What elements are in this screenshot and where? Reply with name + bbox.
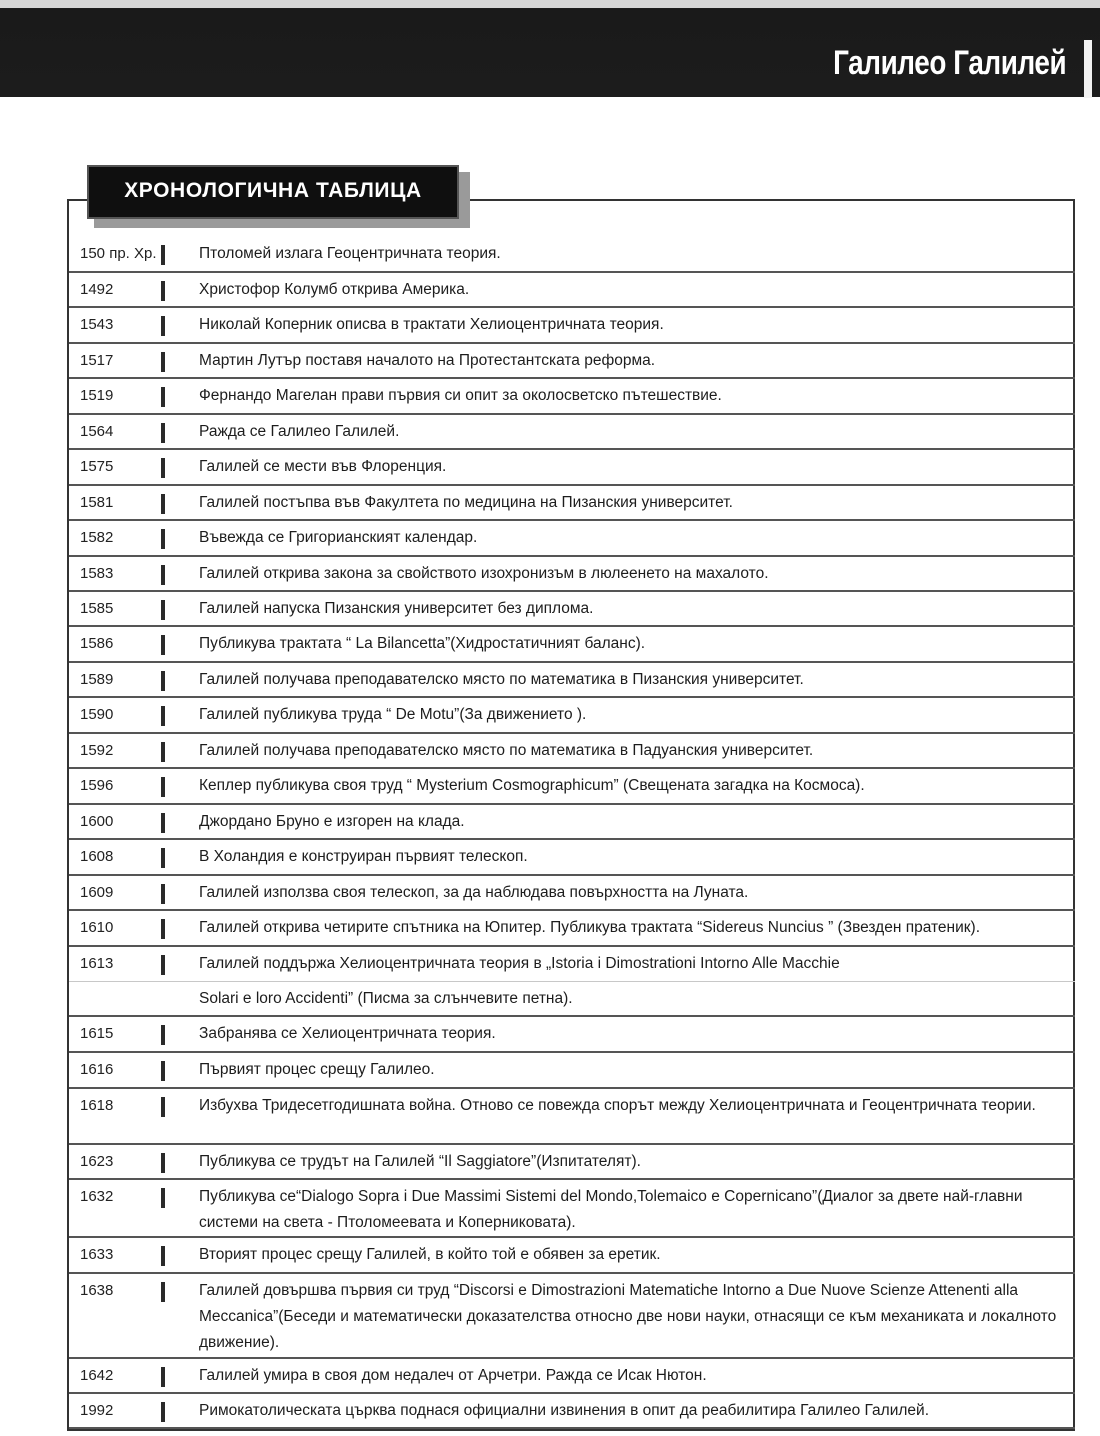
- row-event: Галилей получава преподавателско място по математика в Падуанския университет.: [199, 742, 814, 759]
- table-row: [69, 663, 1075, 698]
- row-marker: [161, 245, 165, 265]
- row-event: Галилей използва своя телескоп, за да наблюдава повърхността на Луната.: [199, 884, 749, 901]
- row-marker: [161, 458, 165, 478]
- row-year: 1600: [80, 813, 114, 830]
- table-row: [69, 415, 1075, 450]
- row-marker: [161, 671, 165, 691]
- row-year: 1642: [80, 1367, 114, 1384]
- row-marker: [161, 706, 165, 726]
- table-row: [69, 557, 1075, 592]
- row-year: 1633: [80, 1246, 114, 1263]
- row-event: Галилей открива четирите спътника на Юпитер. Публикува трактата “Sidereus Nuncius ” (Звезден пратеник).: [199, 919, 981, 936]
- table-row: [69, 379, 1075, 415]
- header-top-strip: [0, 0, 1100, 8]
- table-row: [69, 982, 1075, 1017]
- row-event: Публикува се трудът на Галилей “Il Saggiatore”(Изпитателят).: [199, 1153, 641, 1170]
- row-marker: [161, 1282, 165, 1302]
- row-marker: [161, 529, 165, 549]
- row-marker: [161, 600, 165, 620]
- row-event: Галилей довършва първия си труд “Discorsi e Dimostrazioni Matematiche Intorno a Due Nuove Scienze Attenenti alla Meccanica”(Беседи и математически доказателства относно две нови науки, отнасящи се към механиката и локалното движение).: [199, 1282, 1057, 1351]
- row-event: Христофор Колумб открива Америка.: [199, 281, 470, 298]
- row-marker: [161, 352, 165, 372]
- row-event: Птоломей излага Геоцентричната теория.: [199, 245, 501, 262]
- row-event: Галилей умира в своя дом недалеч от Арчетри. Ражда се Исак Нютон.: [199, 1367, 707, 1384]
- table-row: [69, 876, 1075, 911]
- row-year: 1583: [80, 565, 114, 582]
- row-event: Галилей постъпва във Факултета по медицина на Пизанския университет.: [199, 494, 733, 511]
- row-marker: [161, 1025, 165, 1045]
- row-marker: [161, 1402, 165, 1422]
- table-row: [69, 1089, 1075, 1145]
- table-row: [69, 734, 1075, 769]
- row-event: Галилей открива закона за свойството изохронизъм в люлеенето на махалото.: [199, 565, 769, 582]
- table-row: [69, 344, 1075, 379]
- table-row: [69, 273, 1075, 308]
- table-row: [69, 769, 1075, 805]
- table-row: [69, 521, 1075, 557]
- row-year: 1609: [80, 884, 114, 901]
- row-event: Кеплер публикува своя труд “ Mysterium Cosmographicum” (Свещената загадка на Космоса).: [199, 777, 865, 794]
- table-row: [69, 840, 1075, 876]
- table-row: [69, 1274, 1075, 1359]
- row-event: Първият процес срещу Галилео.: [199, 1061, 435, 1078]
- table-row: [69, 1394, 1075, 1429]
- row-event: Римокатолическата църква поднася официални извинения в опит да реабилитира Галилео Галилей.: [199, 1402, 929, 1419]
- table-row: [69, 1238, 1075, 1274]
- table-row: [69, 486, 1075, 521]
- row-event: Мартин Лутър поставя началото на Протестантската реформа.: [199, 352, 656, 369]
- row-marker: [161, 1188, 165, 1208]
- row-year: 1543: [80, 316, 114, 333]
- row-year: 1638: [80, 1282, 114, 1299]
- row-event: Вторият процес срещу Галилей, в който той е обявен за еретик.: [199, 1246, 661, 1263]
- row-year: 1992: [80, 1402, 114, 1419]
- row-event: Въвежда се Григорианският календар.: [199, 529, 478, 546]
- row-year: 1618: [80, 1097, 114, 1114]
- row-year: 1575: [80, 458, 114, 475]
- table-row: [69, 237, 1075, 273]
- row-year: 1585: [80, 600, 114, 617]
- table-row: [69, 592, 1075, 627]
- row-event: Галилей получава преподавателско място по математика в Пизанския университет.: [199, 671, 804, 688]
- header-bar: [0, 0, 1100, 97]
- table-row: [69, 911, 1075, 947]
- table-row: [69, 450, 1075, 486]
- table-row: [69, 1359, 1075, 1394]
- row-year: 1592: [80, 742, 114, 759]
- row-event: Галилей се мести във Флоренция.: [199, 458, 447, 475]
- table-row: [69, 1017, 1075, 1053]
- row-year: 1623: [80, 1153, 114, 1170]
- row-marker: [161, 281, 165, 301]
- table-row: [69, 1180, 1075, 1238]
- table-row: [69, 1145, 1075, 1180]
- page-title: Галилео Галилей: [832, 44, 1066, 82]
- row-year: 1519: [80, 387, 114, 404]
- row-marker: [161, 423, 165, 443]
- row-marker: [161, 387, 165, 407]
- table-row: [69, 308, 1075, 344]
- row-year: 1586: [80, 635, 114, 652]
- table-row: [69, 627, 1075, 663]
- row-event: Избухва Тридесетгодишната война. Отново се повежда спорът между Хелиоцентричната и Геоцентричната теории.: [199, 1097, 1036, 1114]
- row-marker: [161, 1097, 165, 1117]
- row-event: Галилей публикува труда “ De Motu”(За движението ).: [199, 706, 587, 723]
- row-marker: [161, 316, 165, 336]
- table-row: [69, 698, 1075, 734]
- row-year: 1582: [80, 529, 114, 546]
- row-marker: [161, 494, 165, 514]
- row-event: Джордано Бруно е изгорен на клада.: [199, 813, 465, 830]
- row-marker: [161, 955, 165, 975]
- row-marker: [161, 848, 165, 868]
- row-event: Забранява се Хелиоцентричната теория.: [199, 1025, 496, 1042]
- row-marker: [161, 635, 165, 655]
- section-title: ХРОНОЛОГИЧНА ТАБЛИЦА: [124, 179, 422, 202]
- row-marker: [161, 1367, 165, 1387]
- row-event: Николай Коперник описва в трактати Хелиоцентричната теория.: [199, 316, 664, 333]
- row-year: 1596: [80, 777, 114, 794]
- row-year: 1581: [80, 494, 114, 511]
- section-tab: [87, 165, 459, 219]
- row-year: 1610: [80, 919, 114, 936]
- row-marker: [161, 884, 165, 904]
- row-marker: [161, 742, 165, 762]
- table-row: [69, 805, 1075, 840]
- row-event: В Холандия е конструиран първият телескоп.: [199, 848, 528, 865]
- row-event: Публикува се“Dialogo Sopra i Due Massimi Sistemi del Mondo,Tolemaico e Copernicano”(Диалог за двете най-главни системи на света - Птоломеевата и Коперниковата).: [199, 1188, 1023, 1231]
- row-year: 1616: [80, 1061, 114, 1078]
- row-event: Галилей напуска Пизанския университет без диплома.: [199, 600, 594, 617]
- row-year: 1564: [80, 423, 114, 440]
- row-marker: [161, 1061, 165, 1081]
- row-year: 1608: [80, 848, 114, 865]
- row-marker: [161, 1246, 165, 1266]
- row-year: 1590: [80, 706, 114, 723]
- row-marker: [161, 919, 165, 939]
- row-year: 1632: [80, 1188, 114, 1205]
- row-marker: [161, 565, 165, 585]
- row-year: 1615: [80, 1025, 114, 1042]
- row-marker: [161, 1153, 165, 1173]
- row-event: Ражда се Галилео Галилей.: [199, 423, 400, 440]
- row-year: 150 пр. Хр.: [80, 245, 157, 262]
- header-edge-mark: [1084, 40, 1092, 98]
- row-year: 1589: [80, 671, 114, 688]
- row-event: Галилей поддържа Хелиоцентричната теория в „Istoria i Dimostrationi Intorno Alle Macchie: [199, 955, 840, 972]
- table-row: [69, 947, 1075, 982]
- row-year: 1517: [80, 352, 114, 369]
- row-year: 1613: [80, 955, 114, 972]
- row-year: 1492: [80, 281, 114, 298]
- row-event: Публикува трактата “ La Bilancetta”(Хидростатичният баланс).: [199, 635, 646, 652]
- row-event: Solari e loro Accidenti” (Писма за слънчевите петна).: [199, 990, 573, 1007]
- row-marker: [161, 777, 165, 797]
- row-event: Фернандо Магелан прави първия си опит за околосветско пътешествие.: [199, 387, 722, 404]
- row-marker: [161, 813, 165, 833]
- chronology-rows: [69, 237, 1075, 1429]
- table-row: [69, 1053, 1075, 1089]
